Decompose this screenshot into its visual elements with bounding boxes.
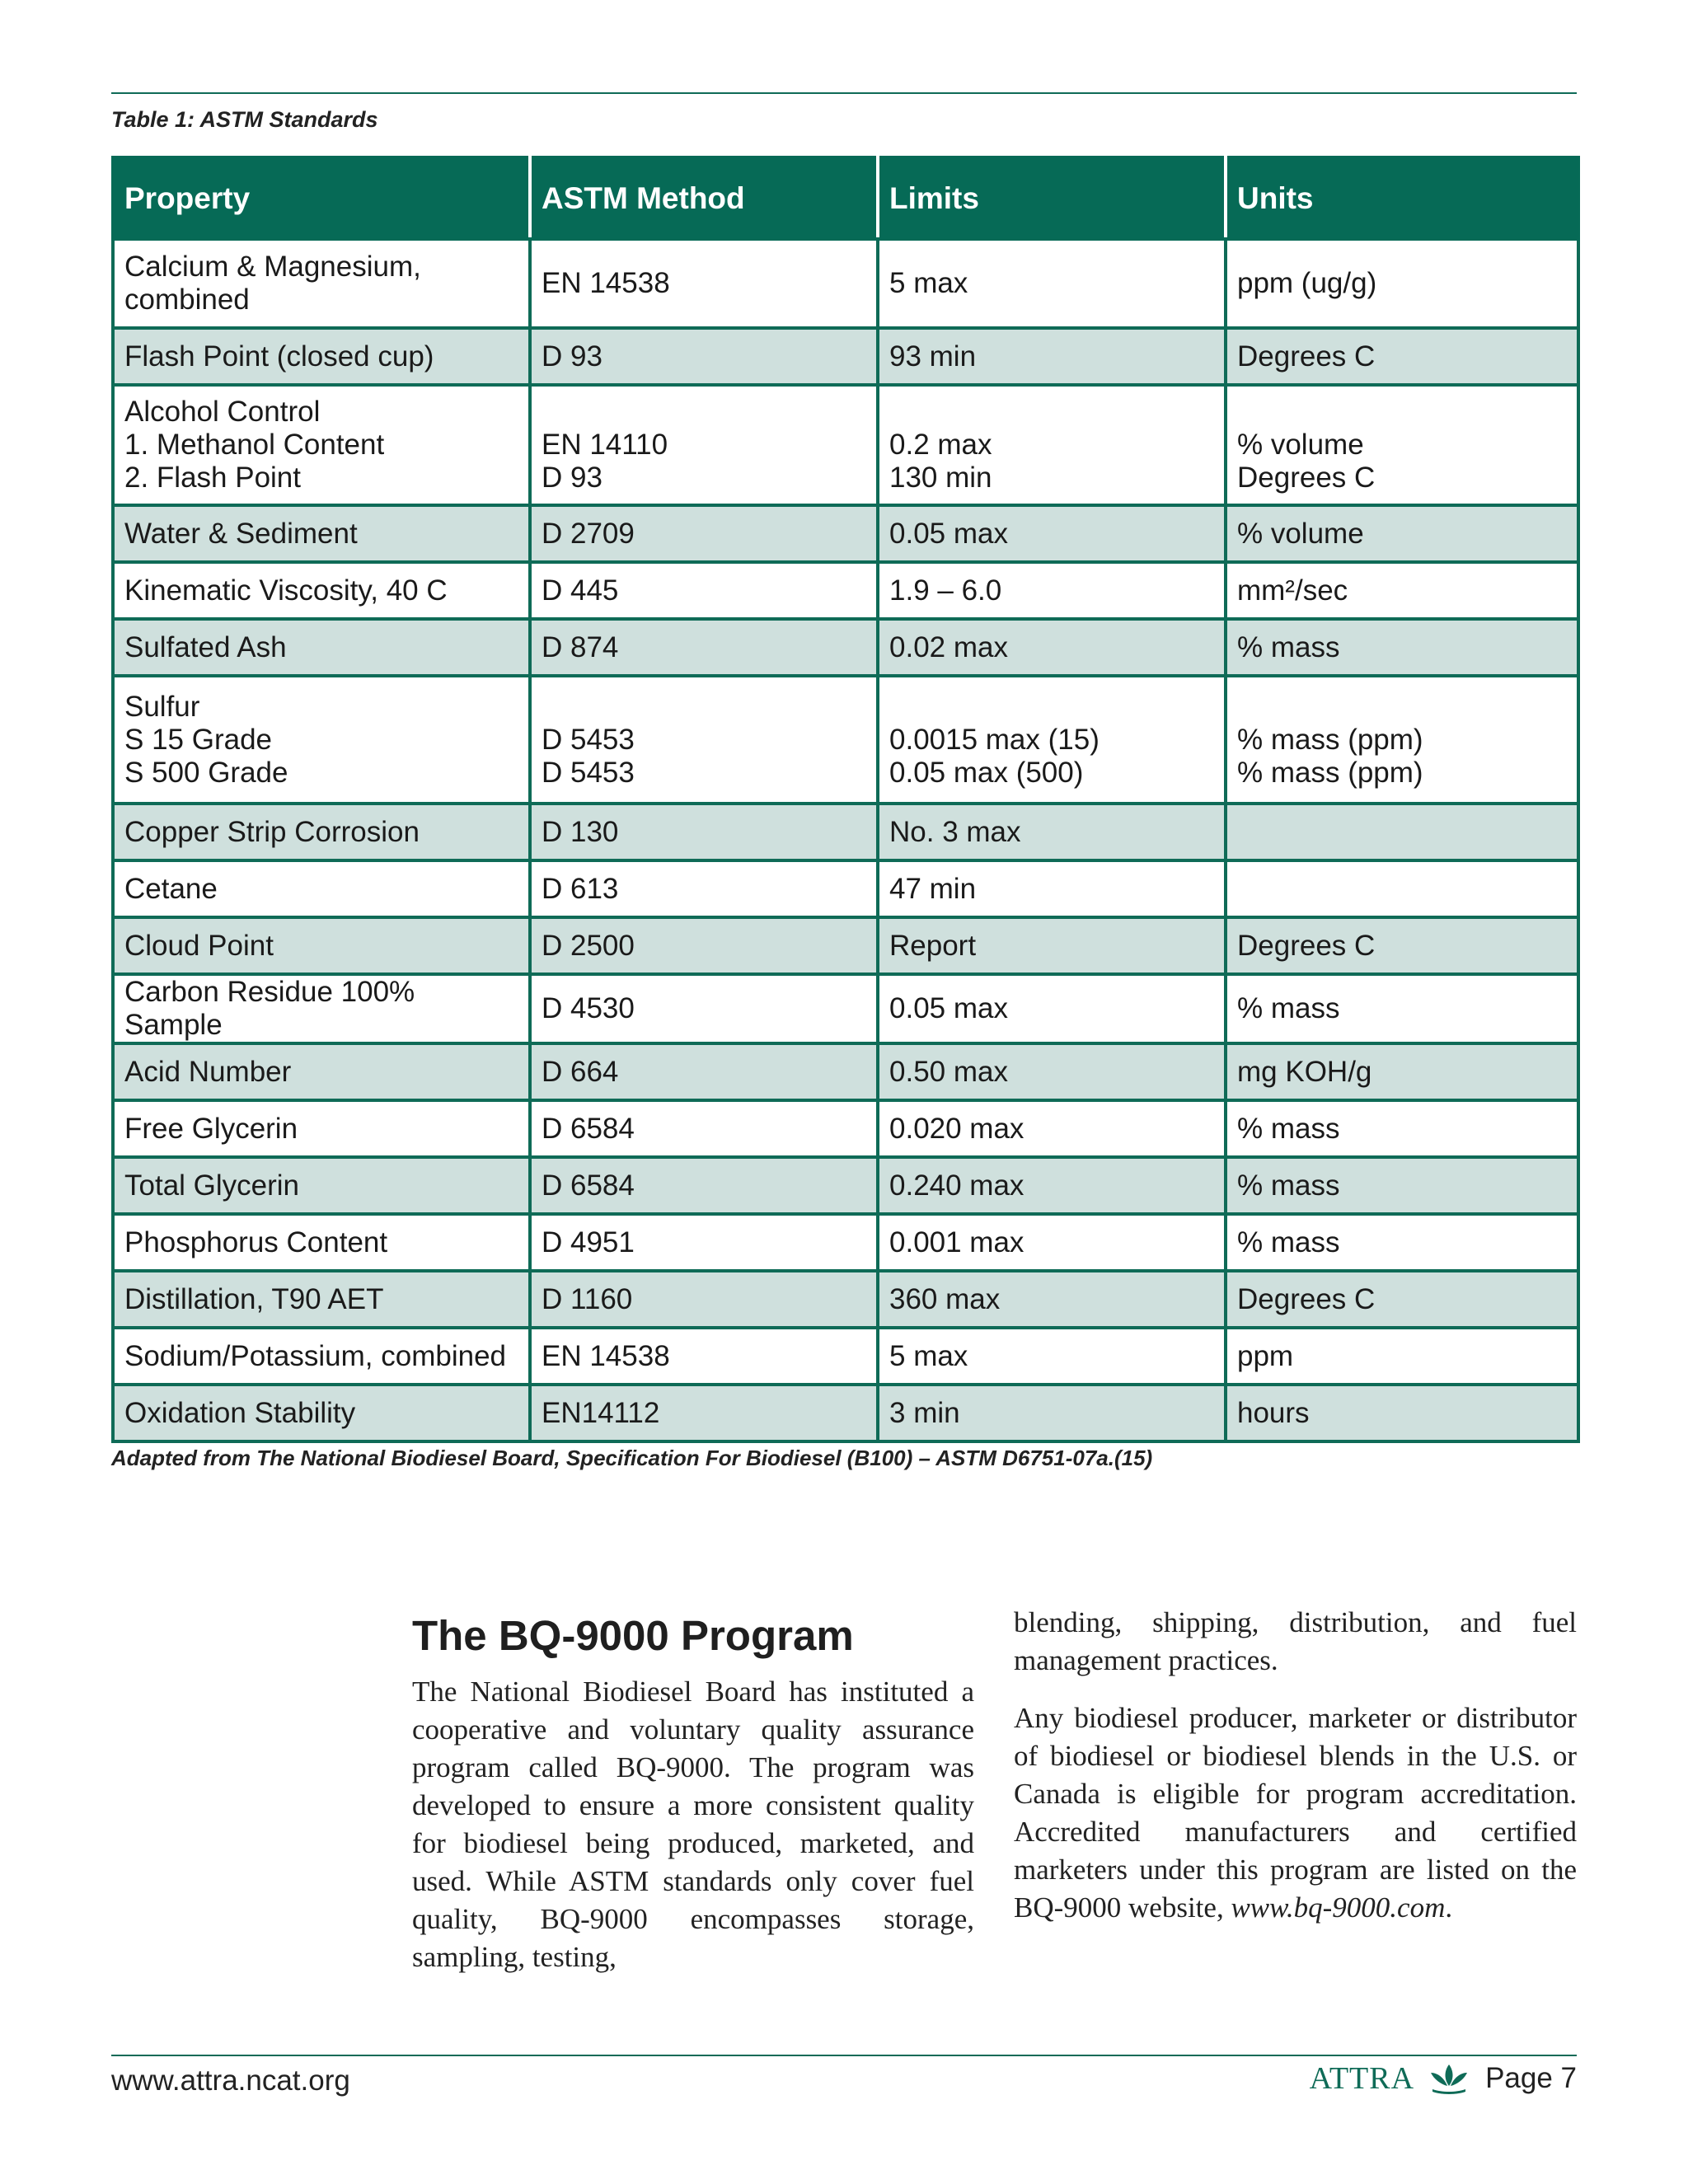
cell-line: % mass — [1237, 1169, 1340, 1202]
table-row — [113, 1214, 1578, 1271]
table-cell-units — [1226, 619, 1578, 676]
cell-line: % mass — [1237, 630, 1340, 663]
cell-line: D 4951 — [542, 1226, 635, 1258]
table-cell-units — [1226, 505, 1578, 562]
cell-line: D 5453 — [542, 723, 635, 756]
cell-line: 3 min — [889, 1396, 960, 1429]
table-row — [113, 917, 1578, 974]
bq9000-website-link[interactable]: www.bq-9000.com — [1231, 1891, 1446, 1924]
cell-line: 5 max — [889, 267, 968, 299]
table-cell-limits — [878, 1385, 1226, 1441]
cell-line: 0.05 max — [889, 517, 1008, 550]
cell-line: 360 max — [889, 1282, 1001, 1315]
table-cell-limits — [878, 676, 1226, 804]
cell-line: Degrees C — [1237, 340, 1376, 373]
footer-website-link[interactable]: www.attra.ncat.org — [111, 2064, 350, 2097]
table-header-row — [113, 157, 1578, 239]
cell-line: 47 min — [889, 872, 977, 905]
table-cell-property — [113, 804, 530, 860]
table-cell-property — [113, 676, 530, 804]
cell-line: % mass — [1237, 1112, 1340, 1145]
cell-line: % mass (ppm) — [1237, 756, 1423, 789]
table-cell-property — [113, 505, 530, 562]
cell-line: Free Glycerin — [124, 1112, 298, 1145]
footer-branding — [1310, 2060, 1577, 2097]
attra-logo-text: ATTRA — [1309, 2061, 1415, 2096]
cell-line: D 6584 — [542, 1112, 635, 1145]
cell-line: Acid Number — [124, 1055, 292, 1088]
table-cell-method — [530, 1100, 878, 1157]
top-rule — [111, 92, 1577, 94]
astm-standards-table — [111, 156, 1580, 1443]
table-row — [113, 385, 1578, 505]
table-row — [113, 974, 1578, 1043]
cell-line: Degrees C — [1237, 462, 1376, 494]
table-cell-limits — [878, 385, 1226, 505]
table-cell-units — [1226, 1271, 1578, 1328]
cell-line: mm²/sec — [1237, 574, 1348, 607]
cell-line: Total Glycerin — [124, 1169, 300, 1202]
cell-line: Cloud Point — [124, 929, 274, 962]
table-cell-property — [113, 1271, 530, 1328]
table-cell-limits — [878, 1100, 1226, 1157]
table-cell-property — [113, 974, 530, 1043]
cell-line: Sulfated Ash — [124, 630, 287, 663]
table-cell-property — [113, 860, 530, 917]
paragraph-text: Any biodiesel producer, marketer or distributor of biodiesel or biodiesel blends in the U.S. or Canada is eligible for program accreditation. Accredited manufacturers and certified marketers under this program are listed on the BQ-9000 website, — [1014, 1702, 1577, 1924]
table-row — [113, 860, 1578, 917]
cell-line: D 4530 — [542, 992, 635, 1024]
cell-line: 0.02 max — [889, 630, 1008, 663]
table-cell-method — [530, 1328, 878, 1385]
cell-line: % volume — [1237, 517, 1364, 550]
table-body — [113, 239, 1578, 1441]
table-cell-property — [113, 385, 530, 505]
cell-line: Degrees C — [1237, 929, 1376, 962]
cell-line: 1. Methanol Content — [124, 429, 385, 461]
table-cell-limits — [878, 860, 1226, 917]
table-cell-method — [530, 239, 878, 328]
table-cell-limits — [878, 974, 1226, 1043]
table-cell-property — [113, 1157, 530, 1214]
table-cell-property — [113, 917, 530, 974]
cell-line: Degrees C — [1237, 1282, 1376, 1315]
cell-line: hours — [1237, 1396, 1310, 1429]
cell-line — [889, 691, 1214, 724]
cell-line: Cetane — [124, 872, 218, 905]
table-cell-method — [530, 1271, 878, 1328]
cell-line: combined — [124, 284, 250, 316]
cell-line: EN 14538 — [542, 1339, 670, 1372]
cell-line: S 500 Grade — [124, 756, 288, 789]
cell-line: 0.05 max — [889, 992, 1008, 1024]
cell-line: % mass — [1237, 1226, 1340, 1258]
cell-line: % mass — [1237, 992, 1340, 1024]
cell-line: 0.50 max — [889, 1055, 1008, 1088]
cell-line: 93 min — [889, 340, 977, 373]
cell-line: Oxidation Stability — [124, 1396, 356, 1429]
cell-line: EN 14110 — [542, 429, 668, 461]
table-row — [113, 1157, 1578, 1214]
table-cell-limits — [878, 1043, 1226, 1100]
table-cell-limits — [878, 505, 1226, 562]
cell-line: Kinematic Viscosity, 40 C — [124, 574, 448, 607]
table-cell-units — [1226, 1157, 1578, 1214]
cell-line — [1237, 691, 1567, 724]
cell-line: 5 max — [889, 1339, 968, 1372]
cell-line: mg KOH/g — [1237, 1055, 1372, 1088]
cell-line: S 15 Grade — [124, 723, 272, 756]
header-limits: Limits — [878, 157, 1226, 239]
cell-line: No. 3 max — [889, 815, 1021, 848]
header-property: Property — [113, 157, 530, 239]
table-cell-limits — [878, 1328, 1226, 1385]
table-cell-limits — [878, 239, 1226, 328]
cell-line: 1.9 – 6.0 — [889, 574, 1002, 607]
table-cell-units — [1226, 385, 1578, 505]
cell-line: D 93 — [542, 340, 603, 373]
period: . — [1445, 1891, 1453, 1924]
table-caption: Table 1: ASTM Standards — [111, 107, 378, 132]
table-cell-method — [530, 385, 878, 505]
header-units: Units — [1226, 157, 1578, 239]
page-number: Page 7 — [1485, 2062, 1577, 2094]
table-cell-method — [530, 562, 878, 619]
table-cell-method — [530, 1385, 878, 1441]
cell-line: ppm (ug/g) — [1237, 267, 1377, 299]
table-row — [113, 1328, 1578, 1385]
table-row — [113, 1385, 1578, 1441]
cell-line: Copper Strip Corrosion — [124, 815, 420, 848]
table-cell-method — [530, 1214, 878, 1271]
cell-line: Phosphorus Content — [124, 1226, 388, 1258]
table-cell-units — [1226, 860, 1578, 917]
section-heading: The BQ-9000 Program — [412, 1612, 854, 1659]
cell-line: Water & Sediment — [124, 517, 358, 550]
table-cell-property — [113, 1214, 530, 1271]
table-cell-method — [530, 1043, 878, 1100]
table-cell-limits — [878, 917, 1226, 974]
table-row — [113, 1043, 1578, 1100]
table-cell-method — [530, 1157, 878, 1214]
table-cell-method — [530, 505, 878, 562]
article-paragraph — [1014, 1699, 1577, 1927]
table-cell-units — [1226, 239, 1578, 328]
table-cell-units — [1226, 1385, 1578, 1441]
cell-line: D 93 — [542, 462, 603, 494]
table-cell-property — [113, 239, 530, 328]
cell-line — [542, 396, 866, 429]
table-cell-property — [113, 1100, 530, 1157]
cell-line — [1237, 396, 1567, 429]
table-cell-limits — [878, 1271, 1226, 1328]
table-cell-units — [1226, 1043, 1578, 1100]
cell-line: 0.240 max — [889, 1169, 1025, 1202]
table-row — [113, 562, 1578, 619]
table-cell-units — [1226, 328, 1578, 385]
leaf-logo-icon — [1428, 2061, 1470, 2096]
cell-line: EN 14538 — [542, 267, 670, 299]
cell-line: D 874 — [542, 630, 619, 663]
cell-line — [1237, 873, 1567, 906]
table-cell-method — [530, 619, 878, 676]
cell-line: Sodium/Potassium, combined — [124, 1339, 506, 1372]
table-cell-units — [1226, 1100, 1578, 1157]
cell-line: D 2500 — [542, 929, 635, 962]
cell-line: D 6584 — [542, 1169, 635, 1202]
table-source-note: Adapted from The National Biodiesel Board, Specification For Biodiesel (B100) – ASTM D6751-07a.(15) — [111, 1446, 1153, 1470]
cell-line: D 130 — [542, 815, 619, 848]
table-cell-property — [113, 328, 530, 385]
table-cell-property — [113, 619, 530, 676]
table-row — [113, 676, 1578, 804]
cell-line: 0.05 max (500) — [889, 756, 1084, 789]
article-left-column — [412, 1673, 974, 1996]
cell-line: 0.001 max — [889, 1226, 1025, 1258]
cell-line — [1237, 816, 1567, 849]
table-cell-units — [1226, 676, 1578, 804]
table-cell-property — [113, 1328, 530, 1385]
article-paragraph: The National Biodiesel Board has instituted a cooperative and voluntary quality assurance program called BQ-9000. The program was developed to ensure a more consistent quality for biodiesel being produced, marketed, and used. While ASTM standards only cover fuel quality, BQ-9000 encompasses storage, sampling, testing, — [412, 1675, 974, 1973]
table-cell-limits — [878, 1157, 1226, 1214]
cell-line: % mass (ppm) — [1237, 723, 1423, 756]
table-cell-units — [1226, 974, 1578, 1043]
cell-line: Sulfur — [124, 690, 200, 723]
table-cell-method — [530, 676, 878, 804]
cell-line: EN14112 — [542, 1396, 660, 1429]
table-row — [113, 505, 1578, 562]
table-cell-limits — [878, 619, 1226, 676]
table-row — [113, 804, 1578, 860]
cell-line: D 445 — [542, 574, 619, 607]
cell-line: Carbon Residue 100% Sample — [124, 976, 415, 1041]
article-right-column — [1014, 1604, 1577, 1947]
cell-line: Distillation, T90 AET — [124, 1282, 384, 1315]
cell-line: 0.2 max — [889, 429, 992, 461]
table-row — [113, 619, 1578, 676]
cell-line: D 613 — [542, 872, 619, 905]
table-cell-units — [1226, 1328, 1578, 1385]
cell-line: D 664 — [542, 1055, 619, 1088]
table-cell-units — [1226, 917, 1578, 974]
table-cell-limits — [878, 328, 1226, 385]
cell-line: 130 min — [889, 462, 992, 494]
table-cell-property — [113, 562, 530, 619]
table-cell-units — [1226, 562, 1578, 619]
table-cell-units — [1226, 1214, 1578, 1271]
cell-line: 2. Flash Point — [124, 462, 301, 494]
bottom-rule — [111, 2055, 1577, 2056]
cell-line: 0.0015 max (15) — [889, 723, 1100, 756]
cell-line: Calcium & Magnesium, — [124, 251, 421, 283]
table-row — [113, 328, 1578, 385]
table-cell-units — [1226, 804, 1578, 860]
cell-line: Alcohol Control — [124, 396, 321, 428]
table-cell-method — [530, 974, 878, 1043]
cell-line: D 2709 — [542, 517, 635, 550]
cell-line: D 1160 — [542, 1282, 633, 1315]
header-astm-method: ASTM Method — [530, 157, 878, 239]
cell-line: Flash Point (closed cup) — [124, 340, 434, 373]
cell-line — [889, 396, 1214, 429]
table-cell-method — [530, 328, 878, 385]
table-row — [113, 1100, 1578, 1157]
table-cell-limits — [878, 562, 1226, 619]
article-paragraph: blending, shipping, distribution, and fuel management practices. — [1014, 1606, 1577, 1676]
table-cell-method — [530, 804, 878, 860]
cell-line: % volume — [1237, 429, 1364, 461]
table-row — [113, 1271, 1578, 1328]
table-cell-method — [530, 917, 878, 974]
table-cell-property — [113, 1043, 530, 1100]
table-cell-property — [113, 1385, 530, 1441]
table-cell-limits — [878, 804, 1226, 860]
cell-line — [542, 691, 866, 724]
table-cell-method — [530, 860, 878, 917]
cell-line: 0.020 max — [889, 1112, 1025, 1145]
cell-line: ppm — [1237, 1339, 1294, 1372]
cell-line: Report — [889, 929, 977, 962]
table-cell-limits — [878, 1214, 1226, 1271]
cell-line: D 5453 — [542, 756, 635, 789]
table-row — [113, 239, 1578, 328]
